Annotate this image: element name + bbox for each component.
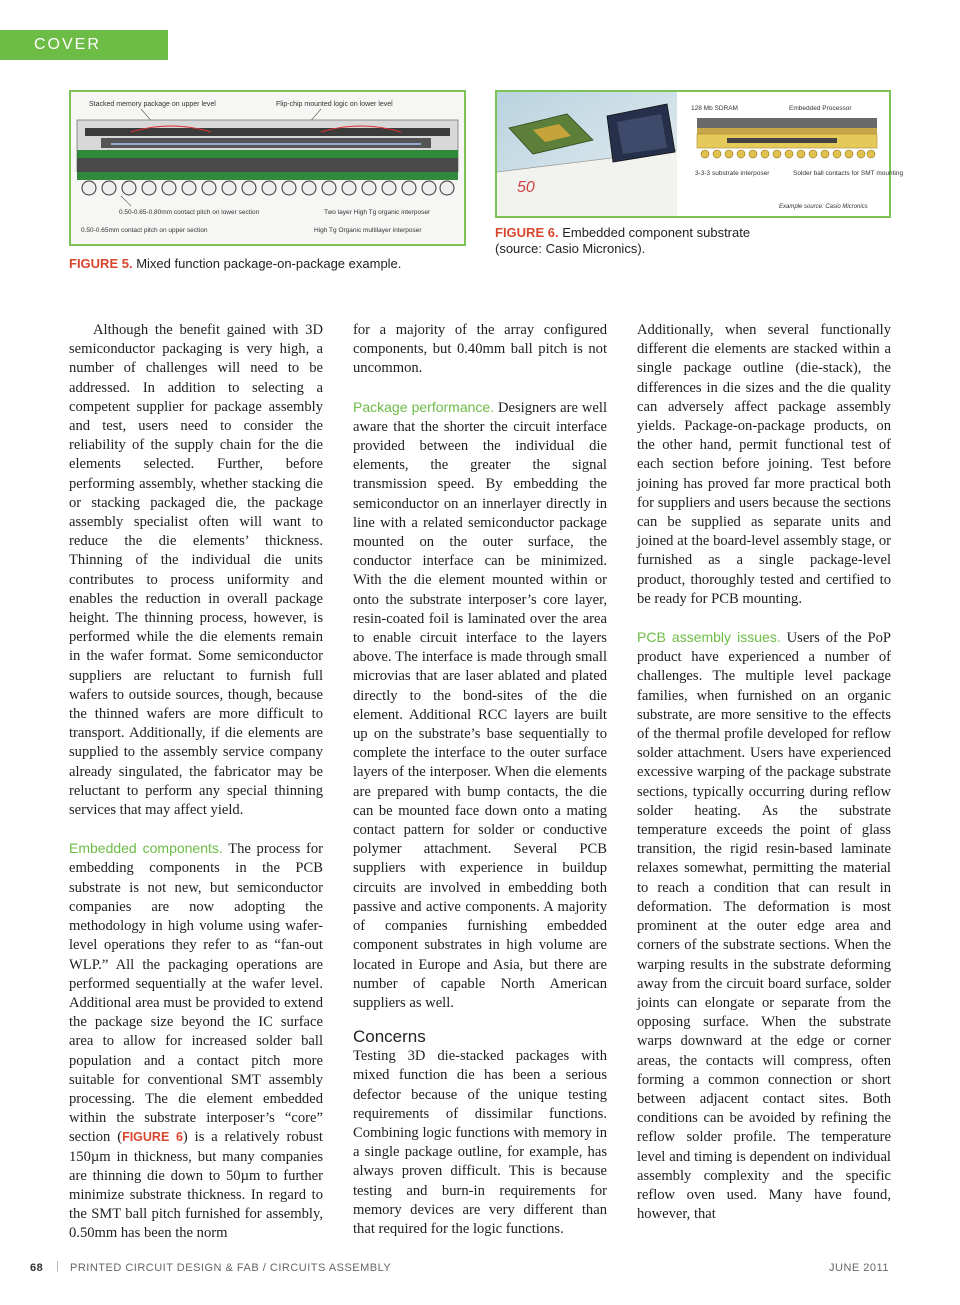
figure-6-caption-label: FIGURE 6. — [495, 225, 559, 240]
fig5-label-top-left: Stacked memory package on upper level — [89, 101, 216, 108]
heading-embedded-components: Embedded components. — [69, 840, 223, 857]
figure-6-image — [495, 90, 904, 218]
article-column-2 — [353, 321, 607, 1239]
col2-paragraph-1: for a majority of the array configured components, but 0.40mm ball pitch is not uncommon. — [353, 322, 607, 377]
col2-paragraph-3: Testing 3D die-stacked packages with mixed function die has been a serious defector because of the unique testing requirements of dissimilar functions. Combining logic functions with memory in a single package outline, for example, has always proven difficult. This is because testing and burn-in requirements for memory devices are very different than that required for the logic functions. — [353, 1048, 607, 1237]
fig6-label-solder: Solder ball contacts for SMT mounting — [793, 170, 904, 177]
figure-6-reference[interactable]: FIGURE 6 — [122, 1130, 183, 1145]
figure-5-caption-label: FIGURE 5. — [69, 256, 133, 271]
figure-5-image — [69, 90, 466, 246]
issue-date: JUNE 2011 — [829, 1262, 889, 1274]
article-column-1 — [69, 321, 323, 1244]
col1-paragraph-2-text-b: ) is a relatively robust 150µm in thickness, but many companies are thinning die down to 50µm to further minimize substrate thickness. In regard to the SMT ball pitch furnished for assembly, 0.50mm has been the norm — [69, 1129, 323, 1242]
ruler-number: 50 — [517, 179, 535, 196]
figure-6-caption — [495, 225, 795, 257]
fig6-label-interposer: 3-3-3 substrate interposer — [695, 170, 770, 177]
banner-word-cover: COVER — [34, 36, 101, 53]
fig6-label-processor: Embedded Processor — [789, 105, 852, 112]
col1-paragraph-1: Although the benefit gained with 3D semiconductor packaging is very high, a number of challenges will need to be addressed. In addition to selecting a competent supplier for package assembly and test, users need to consider the reliability of the supply chain for the die elements selected. Further, before performing assembly, whether stacking die or stacking packaged die, the package assembly specialist often will want to reduce the die elements’ thickness. Thinning of the individual die units contributes to process uniformity and enables the reduction in overall package height. The thinning process, however, is performed while the die elements remain in the wafer format. Some semiconductor suppliers are reluctant to furnish full wafers to outside sources, though, because the thinned wafers are more difficult to transport. Additionally, if die elements are supplied to the assembly service company already singulated, the fabricator may be reluctant to perform any special thinning services that may affect yield. — [69, 322, 323, 819]
figure-5-caption-text: Mixed function package-on-package example. — [132, 256, 402, 271]
col3-paragraph-2-text: Users of the PoP product have experienced a number of challenges. The multiple level package families, when furnished on an organic substrate, are more sensitive to the effects of the thermal profile developed for reflow solder attachment. Users have experienced excessive warping of the package substrate sections, typically occurring during reflow solder heating. As the substrate temperature exceeds the point of glass transition, the rigid resin-based laminate relaxes somewhat, permitting the material to reach a condition that can result in deformation. The deformation is most prominent at the outer edge area and corners of the substrate sections. When the warping results in the substrate deforming away from the circuit board surface, solder joints can elongate or separate from the opposing surface. When the substrate warps downward at the edge or corner areas, the contacts will compress, often forming a common connection or short between adjacent contact sites. Both conditions can be avoided by refining the reflow solder profile. The temperature level and timing is dependent on individual assembly complexity and the specific reflow oven used. Many have found, however, that — [637, 630, 891, 1223]
heading-concerns: Concerns — [353, 1027, 426, 1047]
fig5-label-bottom-left: 0.50-0.65mm contact pitch on upper section — [81, 227, 208, 234]
page-number: 68 — [30, 1262, 44, 1274]
fig5-label-mid-left: 0.50-0.65-0.80mm contact pitch on lower section — [119, 209, 260, 216]
col2-paragraph-2-text: Designers are well aware that the shorter the circuit interface provided between the individual die elements, the greater the signal transmission speed. By embedding the semiconductor on an innerlayer directly in line with a related semiconductor package mounted on the outer surface, the conductor interface can be minimized. With the die element mounted within or onto the substrate interposer’s core layer, resin-coated foil is laminated over the area to enable circuit interface to the layers above. The interface is made through small microvias that are laser ablated and plated directly to the bond-sites of the die element. Additional RCC layers are built up on the substrate’s base sequentially to complete the interface to the outer surface layers of the interposer. When die elements are prepared with bump contacts, the die can be mounted face down onto a mating contact pattern for solder or conductive polymer attachment. Several PCB suppliers with experience in buildup circuits are involved in embedding both passive and active components. A majority of companies furnishing embedded component substrates in high volume are located in Europe and Asia, but there are number of capable North American suppliers as well. — [353, 399, 607, 1011]
col2-paragraph-2 — [353, 398, 607, 1014]
footer-separator: | — [56, 1260, 60, 1272]
figure-6-caption-text: Embedded component substrate (source: Casio Micronics). — [495, 225, 751, 256]
fig5-label-top-right: Flip-chip mounted logic on lower level — [276, 101, 393, 108]
banner-word-story: STORY — [34, 66, 99, 83]
heading-pcb-assembly-issues: PCB assembly issues. — [637, 629, 781, 646]
col1-paragraph-2 — [69, 839, 323, 1243]
article-column-3 — [637, 321, 891, 1224]
section-banner — [0, 30, 168, 83]
fig5-label-mid-right: Two layer High Tg organic interposer — [324, 209, 431, 216]
col3-paragraph-1: Additionally, when several functionally different die elements are stacked within a single package outline (die-stack), the differences in die sizes and the die quality can adversely affect package assembly yields. Package-on-package products, on the other hand, permit functional test of each section before joining. Test before joining has proved far more practical both for suppliers and users because the sections can be supplied as separate units and joined at the board-level assembly stage, or furnished as a single package-level product, thoroughly tested and certified to be ready for PCB mounting. — [637, 322, 891, 607]
col3-paragraph-2 — [637, 628, 891, 1224]
fig6-label-source: Example source: Casio Micronics — [779, 204, 868, 210]
heading-package-performance: Package performance. — [353, 398, 495, 415]
figure-5-caption — [69, 256, 469, 272]
fig6-label-sdram: 128 Mb SDRAM — [691, 105, 738, 112]
fig5-label-bottom-right: High Tg Organic multilayer interposer — [314, 227, 422, 234]
col1-paragraph-2-text-a: The process for embedding components in the PCB substrate is not new, but semiconductor companies are now adopting the methodology in high volume using wafer-level operations they refer to as “fan-out WLP.” All the packaging operations are performed sequentially at the wafer level. Additional area must be provided to extend the package size beyond the IC surface area to allow for increased solder ball population and a contact pitch more suitable for conventional SMT assembly processing. The die element embedded within the substrate interposer’s “core” section ( — [69, 841, 324, 1146]
publication-name: PRINTED CIRCUIT DESIGN & FAB / CIRCUITS ASSEMBLY — [70, 1262, 392, 1274]
